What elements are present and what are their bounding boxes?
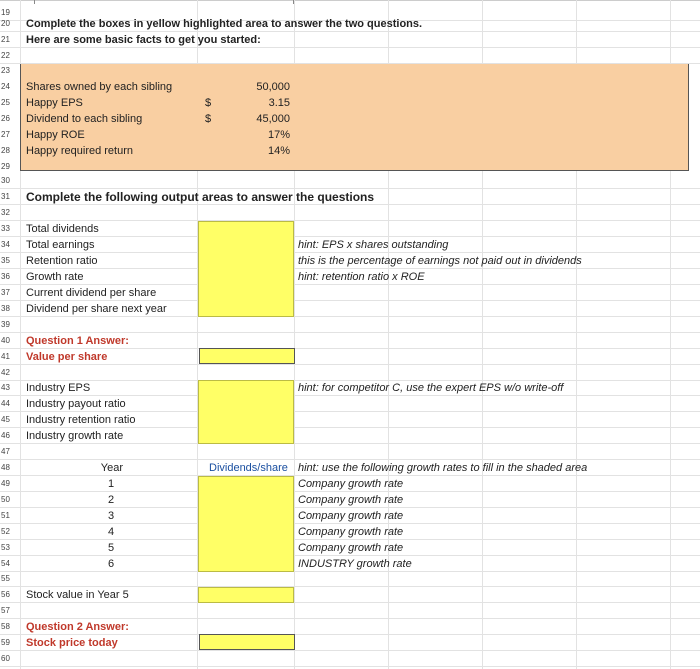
fact-label[interactable]: Happy required return xyxy=(26,145,134,157)
row-number: 36 xyxy=(1,272,10,281)
output-row xyxy=(0,221,700,237)
row-number: 37 xyxy=(1,288,10,297)
output-label[interactable]: Total dividends xyxy=(26,223,99,235)
industry-label[interactable]: Industry payout ratio xyxy=(26,398,126,410)
row-number: 51 xyxy=(1,511,10,520)
row-number: 46 xyxy=(1,431,10,440)
row-number: 19 xyxy=(1,8,10,17)
spreadsheet-row xyxy=(0,63,700,79)
spreadsheet-row xyxy=(0,571,700,587)
spreadsheet-row xyxy=(0,317,700,333)
table-row xyxy=(0,492,700,508)
spreadsheet-row xyxy=(0,189,700,205)
row-number: 23 xyxy=(1,66,10,75)
row-number: 38 xyxy=(1,304,10,313)
table-header-row xyxy=(0,460,700,476)
row-number: 35 xyxy=(1,256,10,265)
growth-note[interactable]: Company growth rate xyxy=(298,526,404,538)
dividends-header[interactable]: Dividends/share xyxy=(209,462,288,474)
row-number: 40 xyxy=(1,336,10,345)
output-label[interactable]: Retention ratio xyxy=(26,255,98,267)
industry-hint[interactable]: hint: for competitor C, use the expert EPS w/o write-off xyxy=(298,382,564,394)
row-number: 42 xyxy=(1,368,10,377)
growth-note[interactable]: Company growth rate xyxy=(298,542,404,554)
output-row xyxy=(0,253,700,269)
row-number: 27 xyxy=(1,130,10,139)
fact-row xyxy=(0,127,700,143)
row-number: 52 xyxy=(1,527,10,536)
industry-row xyxy=(0,412,700,428)
row-number: 26 xyxy=(1,114,10,123)
spreadsheet-row xyxy=(0,587,700,603)
row-number: 34 xyxy=(1,240,10,249)
industry-label[interactable]: Industry retention ratio xyxy=(26,414,136,426)
output-hint[interactable]: hint: EPS x shares outstanding xyxy=(298,239,449,251)
output-row xyxy=(0,301,700,317)
table-row xyxy=(0,476,700,492)
row-number: 32 xyxy=(1,208,10,217)
year-value[interactable]: 1 xyxy=(107,478,115,490)
fact-value[interactable]: 3.15 xyxy=(268,97,290,109)
table-row xyxy=(0,524,700,540)
table-row xyxy=(0,508,700,524)
row-number: 60 xyxy=(1,654,10,663)
row-number: 58 xyxy=(1,622,10,631)
row-number: 24 xyxy=(1,82,10,91)
fact-label[interactable]: Happy EPS xyxy=(26,97,83,109)
stock-value-label[interactable]: Stock value in Year 5 xyxy=(26,589,129,601)
fact-row xyxy=(0,111,700,127)
row-number: 57 xyxy=(1,606,10,615)
output-row xyxy=(0,237,700,253)
output-heading[interactable]: Complete the following output areas to answer the questions xyxy=(26,190,375,204)
spreadsheet-row xyxy=(0,619,700,635)
row-number: 21 xyxy=(1,35,10,44)
stock-price-input[interactable] xyxy=(199,634,295,650)
outputs-input-area[interactable] xyxy=(198,221,294,317)
row-number: 47 xyxy=(1,447,10,456)
year-value[interactable]: 3 xyxy=(107,510,115,522)
fact-value[interactable]: 50,000 xyxy=(256,81,290,93)
intro-line-1[interactable]: Complete the boxes in yellow highlighted area to answer the two questions. xyxy=(26,18,423,30)
row-number: 56 xyxy=(1,590,10,599)
spreadsheet-row xyxy=(0,16,700,32)
output-label[interactable]: Total earnings xyxy=(26,239,95,251)
table-row xyxy=(0,540,700,556)
row-number: 28 xyxy=(1,146,10,155)
output-label[interactable]: Dividend per share next year xyxy=(26,303,167,315)
fact-label[interactable]: Happy ROE xyxy=(26,129,85,141)
output-hint[interactable]: hint: retention ratio x ROE xyxy=(298,271,425,283)
row-number: 45 xyxy=(1,415,10,424)
growth-note[interactable]: Company growth rate xyxy=(298,494,404,506)
output-label[interactable]: Current dividend per share xyxy=(26,287,157,299)
question1-label[interactable]: Value per share xyxy=(26,351,108,363)
row-number: 33 xyxy=(1,224,10,233)
top-border xyxy=(0,0,700,1)
spreadsheet-row xyxy=(0,173,700,189)
spreadsheet-row xyxy=(0,32,700,48)
row-number: 39 xyxy=(1,320,10,329)
industry-row xyxy=(0,396,700,412)
industry-row xyxy=(0,428,700,444)
row-number: 49 xyxy=(1,479,10,488)
growth-note[interactable]: Company growth rate xyxy=(298,478,404,490)
value-per-share-input[interactable] xyxy=(199,348,295,364)
year-header[interactable]: Year xyxy=(100,462,123,474)
output-row xyxy=(0,285,700,301)
row-number: 20 xyxy=(1,19,10,28)
row-number: 50 xyxy=(1,495,10,504)
column-tick xyxy=(34,0,35,4)
row-number: 59 xyxy=(1,638,10,647)
output-label[interactable]: Growth rate xyxy=(26,271,84,283)
fact-currency: $ xyxy=(205,113,212,125)
spreadsheet-row xyxy=(0,365,700,381)
fact-value[interactable]: 14% xyxy=(267,145,290,157)
growth-note[interactable]: INDUSTRY growth rate xyxy=(298,558,412,570)
row-number: 29 xyxy=(1,162,10,171)
industry-label[interactable]: Industry growth rate xyxy=(26,430,124,442)
fact-label[interactable]: Dividend to each sibling xyxy=(26,113,143,125)
fact-row xyxy=(0,143,700,159)
fact-value[interactable]: 45,000 xyxy=(256,113,290,125)
question2-label[interactable]: Stock price today xyxy=(26,637,118,649)
fact-label[interactable]: Shares owned by each sibling xyxy=(26,81,173,93)
fact-currency: $ xyxy=(205,97,212,109)
row-number: 48 xyxy=(1,463,10,472)
row-number: 43 xyxy=(1,383,10,392)
dividends-input-area[interactable] xyxy=(198,476,294,572)
intro-line-2[interactable]: Here are some basic facts to get you started: xyxy=(26,34,261,46)
row-number: 31 xyxy=(1,192,10,201)
spreadsheet-row xyxy=(0,635,700,651)
row-number: 41 xyxy=(1,352,10,361)
fact-value[interactable]: 17% xyxy=(267,129,290,141)
year-value[interactable]: 5 xyxy=(107,542,115,554)
growth-note[interactable]: Company growth rate xyxy=(298,510,404,522)
row-number: 25 xyxy=(1,98,10,107)
row-number: 53 xyxy=(1,543,10,552)
row-number: 30 xyxy=(1,176,10,185)
table-row xyxy=(0,556,700,572)
year-value[interactable]: 6 xyxy=(107,558,115,570)
year-value[interactable]: 2 xyxy=(107,494,115,506)
industry-input-area[interactable] xyxy=(198,380,294,444)
industry-label[interactable]: Industry EPS xyxy=(26,382,91,394)
output-row xyxy=(0,269,700,285)
row-number: 55 xyxy=(1,574,10,583)
spreadsheet-row xyxy=(0,349,700,365)
year-value[interactable]: 4 xyxy=(107,526,115,538)
spreadsheet-row xyxy=(0,603,700,619)
row-number: 22 xyxy=(1,51,10,60)
spreadsheet-row xyxy=(0,651,700,667)
stock-value-input[interactable] xyxy=(198,587,294,603)
row-number: 54 xyxy=(1,559,10,568)
table-hint-header[interactable]: hint: use the following growth rates to fill in the shaded area xyxy=(298,462,588,474)
spreadsheet-row xyxy=(0,205,700,221)
row-number: 44 xyxy=(1,399,10,408)
question2-title[interactable]: Question 2 Answer: xyxy=(26,621,129,633)
output-hint[interactable]: this is the percentage of earnings not paid out in dividends xyxy=(298,255,582,267)
fact-row xyxy=(0,95,700,111)
question1-title[interactable]: Question 1 Answer: xyxy=(26,335,129,347)
spreadsheet-row xyxy=(0,48,700,64)
industry-row xyxy=(0,380,700,396)
spreadsheet-row xyxy=(0,333,700,349)
fact-row xyxy=(0,79,700,95)
spreadsheet-row xyxy=(0,444,700,460)
